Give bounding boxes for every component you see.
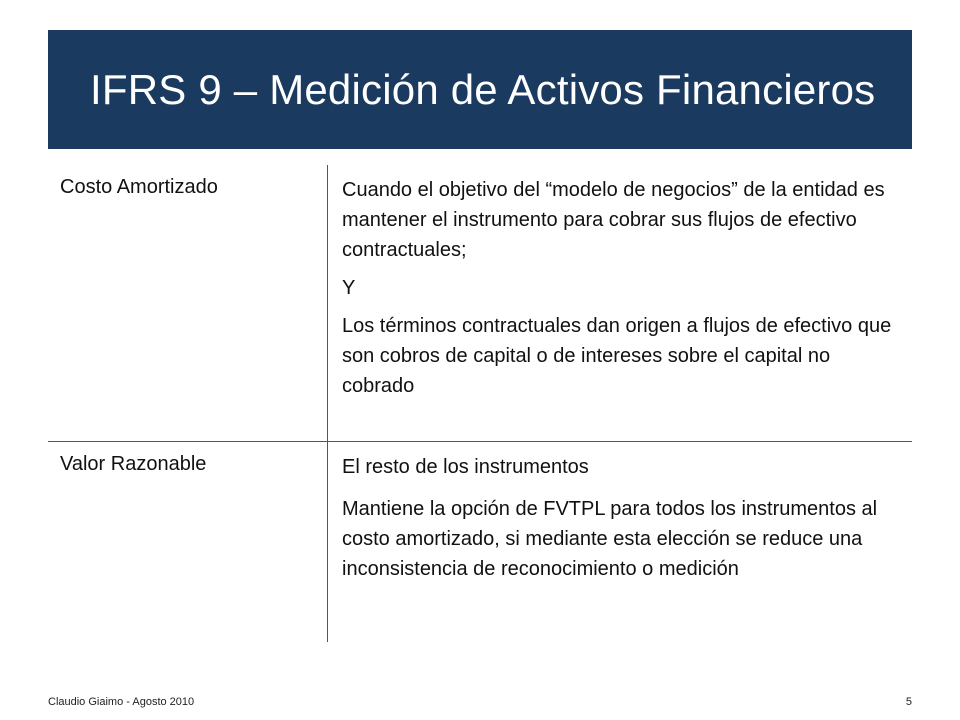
measurement-table (48, 165, 912, 642)
row-description-fair-value (327, 442, 912, 642)
title-banner (48, 30, 912, 149)
description-paragraph: Cuando el objetivo del “modelo de negocios” de la entidad es mantener el instrumento para cobrar sus flujos de efectivo contractuales; (342, 179, 885, 261)
row-label-amortized-cost: Costo Amortizado (60, 176, 218, 198)
description-paragraph: El resto de los instrumentos (342, 456, 589, 478)
page-number: 5 (905, 696, 912, 708)
footer-author-date: Claudio Giaimo - Agosto 2010 (48, 696, 195, 708)
row-label-fair-value: Valor Razonable (60, 453, 207, 475)
description-paragraph: Los términos contractuales dan origen a flujos de efectivo que son cobros de capital o de intereses sobre el capital no cobrado (342, 315, 892, 397)
description-paragraph: Mantiene la opción de FVTPL para todos los instrumentos al costo amortizado, si mediante esta elección se reduce una inconsistencia de reconocimiento o medición (342, 498, 878, 580)
table-row (48, 165, 912, 442)
description-paragraph: Y (342, 277, 356, 299)
table-row (48, 442, 912, 642)
row-description-amortized-cost (327, 165, 912, 441)
slide-title: IFRS 9 – Medición de Activos Financieros (90, 65, 876, 113)
